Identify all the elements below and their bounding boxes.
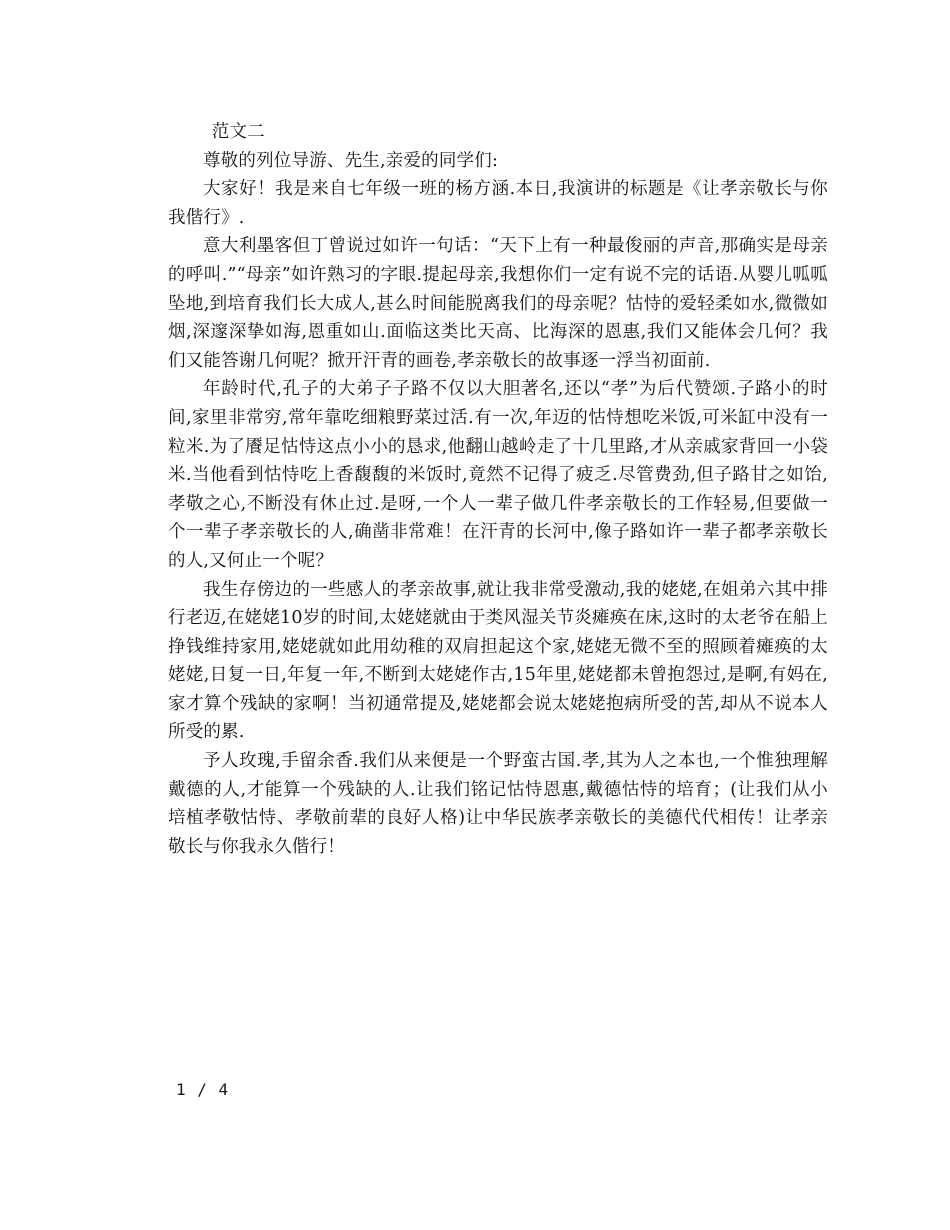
paragraph-2: 意大利墨客但丁曾说过如许一句话：“天下上有一种最俊丽的声音,那确实是母亲的呼叫.”“母亲”如许熟习的字眼.提起母亲,我想你们一定有说不完的话语.从婴儿呱呱坠地,到培育我们长大成人,甚么时间能脱离我们的母亲呢？怙恃的爱轻柔如水,微微如烟,深邃深挚如海,恩重如山.面临这类比天高、比海深的恩惠,我们又能体会几何？我们又能答谢几何呢？掀开汗青的画卷,孝亲敬长的故事逐一浮当初面前. <box>168 236 828 371</box>
paragraph-1: 大家好！我是来自七年级一班的杨方涵.本日,我演讲的标题是《让孝亲敬长与你我偕行》. <box>168 179 828 228</box>
paragraph-5: 予人玫瑰,手留余香.我们从来便是一个野蛮古国.孝,其为人之本也,一个惟独理解戴德的人,才能算一个残缺的人.让我们铭记怙恃恩惠,戴德怙恃的培育；(让我们从小培植孝敬怙恃、孝敬前辈的良好人格)让中华民族孝亲敬长的美德代代相传！让孝亲敬长与你我永久偕行！ <box>168 751 828 857</box>
page-number: 1 / 4 <box>176 1080 230 1099</box>
document-body <box>168 118 828 861</box>
paragraph-3: 年龄时代,孔子的大弟子子路不仅以大胆著名,还以“孝”为后代赞颂.子路小的时间,家里非常穷,常年靠吃细粮野菜过活.有一次,年迈的怙恃想吃米饭,可米缸中没有一粒米.为了餍足怙恃这点小小的恳求,他翻山越岭走了十几里路,才从亲戚家背回一小袋米.当他看到怙恃吃上香馥馥的米饭时,竟然不记得了疲乏.尽管费劲,但子路甘之如饴,孝敬之心,不断没有休止过.是呀,一个人一辈子做几件孝亲敬长的工作轻易,但要做一个一辈子孝亲敬长的人,确凿非常难！在汗青的长河中,像子路如许一辈子都孝亲敬长的人,又何止一个呢？ <box>168 379 828 571</box>
document-heading: 范文二 <box>211 122 265 142</box>
salutation: 尊敬的列位导游、先生,亲爱的同学们: <box>203 150 499 171</box>
paragraph-4: 我生存傍边的一些感人的孝亲故事,就让我非常受激动,我的姥姥,在姐弟六其中排行老迈,在姥姥10岁的时间,太姥姥就由于类风湿关节炎瘫痪在床,这时的太老爷在船上挣钱维持家用,姥姥就如此用幼稚的双肩担起这个家,姥姥无微不至的照顾着瘫痪的太姥姥,日复一日,年复一年,不断到太姥姥作古,15年里,姥姥都未曾抱怨过,是啊,有妈在,家才算个残缺的家啊！当初通常提及,姥姥都会说太姥姥抱病所受的苦,却从不说本人所受的累. <box>168 579 828 743</box>
